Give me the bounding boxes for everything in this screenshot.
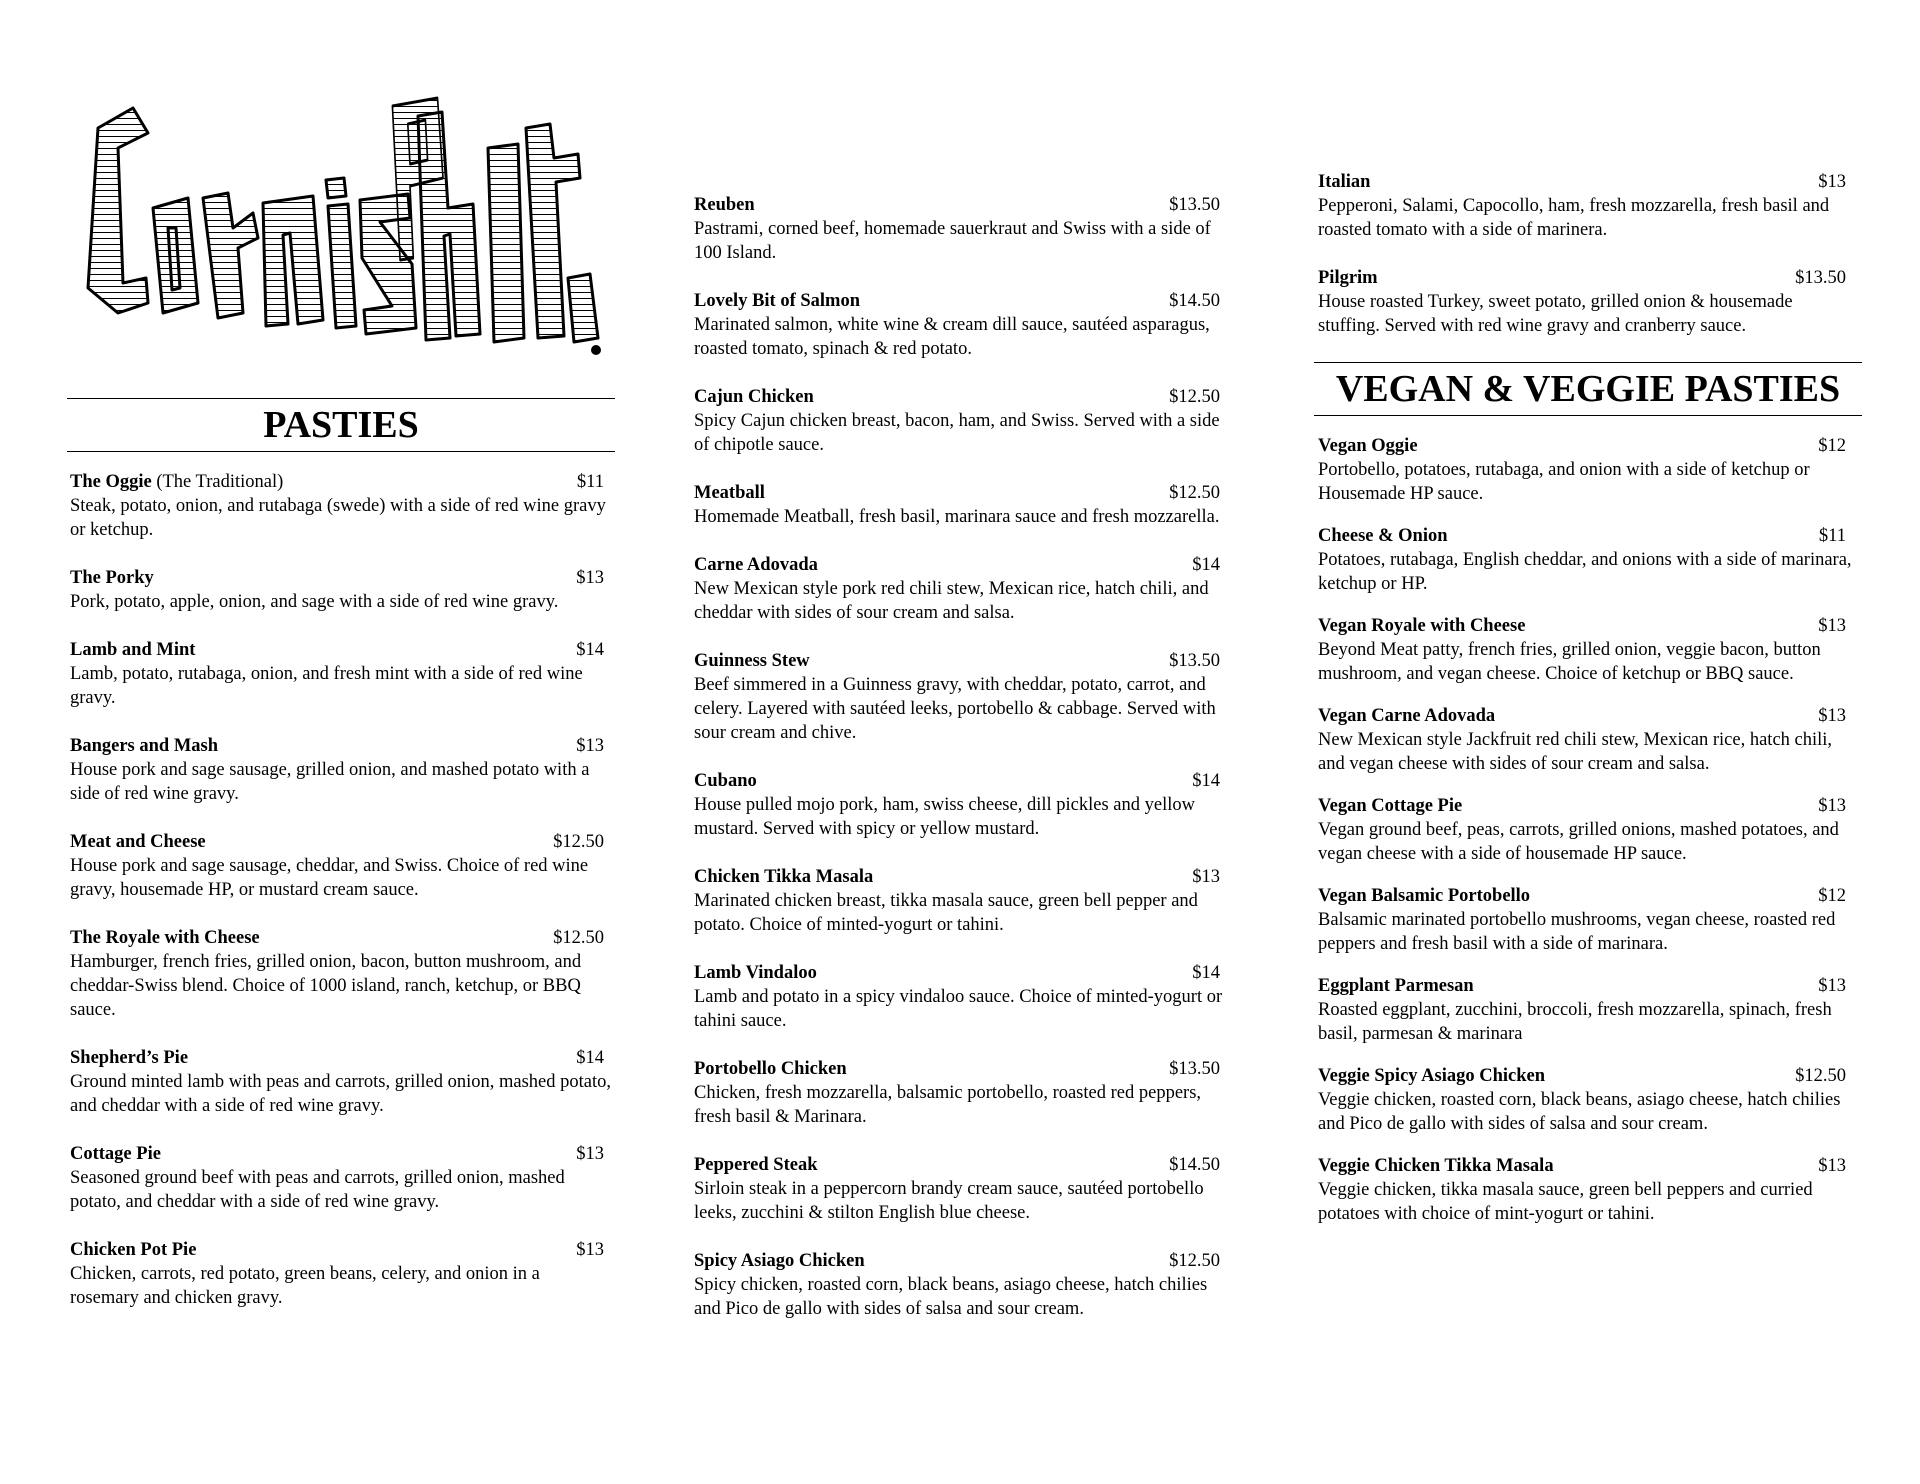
- item-name: Veggie Chicken Tikka Masala: [1318, 1156, 1554, 1176]
- item-price: $12.50: [1169, 387, 1220, 407]
- item-description: House pork and sage sausage, cheddar, and Swiss. Choice of red wine gravy, housemade HP, or mustard cream sauce.: [70, 856, 589, 900]
- item-name: Carne Adovada: [694, 555, 818, 575]
- item-description: Portobello, potatoes, rutabaga, and onion with a side of ketchup or Housemade HP sauce.: [1318, 460, 1810, 504]
- item-name: Vegan Carne Adovada: [1318, 706, 1496, 726]
- menu-item: [70, 926, 612, 1022]
- item-name: Vegan Oggie: [1318, 436, 1418, 456]
- item-price: $13: [1818, 1156, 1846, 1176]
- item-price: $12.50: [1169, 1251, 1220, 1271]
- item-description: Marinated salmon, white wine & cream dill sauce, sautéed asparagus, roasted tomato, spinach & red potato.: [694, 315, 1210, 359]
- item-description: Lamb, potato, rutabaga, onion, and fresh mint with a side of red wine gravy.: [70, 664, 583, 708]
- item-description: Seasoned ground beef with peas and carrots, grilled onion, mashed potato, and cheddar with a side of red wine gravy.: [70, 1168, 565, 1212]
- item-name: Chicken Tikka Masala: [694, 867, 874, 887]
- menu-item: [694, 769, 1228, 841]
- item-name: Lamb Vindaloo: [694, 963, 817, 983]
- menu-item: [1318, 170, 1854, 242]
- item-description: Steak, potato, onion, and rutabaga (swede) with a side of red wine gravy or ketchup.: [70, 496, 606, 540]
- item-name: The Porky: [70, 568, 154, 588]
- item-description: Beyond Meat patty, french fries, grilled onion, veggie bacon, button mushroom, and vegan cheese. Choice of ketchup or BBQ sauce.: [1318, 640, 1821, 684]
- menu-item: [694, 961, 1228, 1033]
- item-price: $13: [1192, 867, 1220, 887]
- item-price: $14: [1192, 963, 1220, 983]
- item-description: Veggie chicken, tikka masala sauce, green bell peppers and curried potatoes with choice of mint-yogurt or tahini.: [1318, 1180, 1813, 1224]
- menu-item: [694, 553, 1228, 625]
- item-price: $13.50: [1169, 195, 1220, 215]
- item-price: $13: [1818, 616, 1846, 636]
- item-name: Vegan Cottage Pie: [1318, 796, 1463, 816]
- item-description: Pork, potato, apple, onion, and sage with a side of red wine gravy.: [70, 592, 559, 612]
- item-description: New Mexican style Jackfruit red chili stew, Mexican rice, hatch chili, and vegan cheese with sides of sour cream and salsa.: [1318, 730, 1833, 774]
- item-name: Shepherd’s Pie: [70, 1048, 189, 1068]
- menu-item: [1318, 884, 1854, 956]
- item-name: Italian: [1318, 172, 1371, 192]
- menu-item: [70, 566, 612, 614]
- item-description: Ground minted lamb with peas and carrots, grilled onion, mashed potato, and cheddar with a side of red wine gravy.: [70, 1072, 612, 1116]
- item-price: $13.50: [1795, 268, 1846, 288]
- item-price: $11: [1818, 526, 1846, 546]
- item-description: Spicy Cajun chicken breast, bacon, ham, and Swiss. Served with a side of chipotle sauce.: [694, 411, 1220, 455]
- item-price: $14: [1192, 771, 1220, 791]
- item-price: $14: [576, 640, 604, 660]
- item-price: $12: [1818, 436, 1846, 456]
- menu-item: [70, 638, 612, 710]
- item-description: House roasted Turkey, sweet potato, grilled onion & housemade stuffing. Served with red wine gravy and cranberry sauce.: [1318, 292, 1793, 336]
- item-name: The Royale with Cheese: [70, 928, 260, 948]
- item-description: Pepperoni, Salami, Capocollo, ham, fresh mozzarella, fresh basil and roasted tomato with a side of marinera.: [1318, 196, 1830, 240]
- item-price: $13: [1818, 172, 1846, 192]
- item-price: $13.50: [1169, 1059, 1220, 1079]
- item-subtitle: (The Traditional): [151, 472, 284, 492]
- item-price: $13: [576, 568, 604, 588]
- menu-item: [694, 193, 1228, 265]
- item-price: $12.50: [1169, 483, 1220, 503]
- item-name: Guinness Stew: [694, 651, 810, 671]
- item-name: Peppered Steak: [694, 1155, 818, 1175]
- item-name: Bangers and Mash: [70, 736, 219, 756]
- item-name: Cheese & Onion: [1318, 526, 1448, 546]
- item-name: Cubano: [694, 771, 757, 791]
- menu-item: [694, 1153, 1228, 1225]
- menu-item: [694, 649, 1228, 745]
- item-name: Veggie Spicy Asiago Chicken: [1318, 1066, 1545, 1086]
- item-name: Cajun Chicken: [694, 387, 814, 407]
- menu-item: [1318, 974, 1854, 1046]
- item-price: $11: [576, 472, 604, 492]
- cornish-pasty-logo: [78, 88, 608, 368]
- item-price: $13: [576, 736, 604, 756]
- menu-item: [694, 865, 1228, 937]
- item-description: Marinated chicken breast, tikka masala sauce, green bell pepper and potato. Choice of minted-yogurt or tahini.: [694, 891, 1198, 935]
- item-description: Potatoes, rutabaga, English cheddar, and onions with a side of marinara, ketchup or HP.: [1318, 550, 1852, 594]
- menu-item: [694, 385, 1228, 457]
- item-description: Spicy chicken, roasted corn, black beans, asiago cheese, hatch chilies and Pico de gallo with sides of salsa and sour cream.: [694, 1275, 1208, 1319]
- item-name: Eggplant Parmesan: [1318, 976, 1474, 996]
- item-description: Roasted eggplant, zucchini, broccoli, fresh mozzarella, spinach, fresh basil, parmesan & marinara: [1318, 1000, 1832, 1044]
- menu-item: [1318, 266, 1854, 338]
- item-price: $12.50: [553, 832, 604, 852]
- item-description: Homemade Meatball, fresh basil, marinara sauce and fresh mozzarella.: [694, 507, 1220, 527]
- item-price: $14: [576, 1048, 604, 1068]
- item-price: $13: [1818, 706, 1846, 726]
- section-title-vegan: VEGAN & VEGGIE PASTIES: [1314, 362, 1862, 416]
- menu-item: [70, 1142, 612, 1214]
- menu-item: [70, 470, 612, 542]
- menu-item: [70, 734, 612, 806]
- item-description: Chicken, fresh mozzarella, balsamic portobello, roasted red peppers, fresh basil & Marinara.: [694, 1083, 1202, 1127]
- item-price: $13: [576, 1240, 604, 1260]
- column-3: [1318, 170, 1854, 1244]
- item-price: $13.50: [1169, 651, 1220, 671]
- item-name: Meat and Cheese: [70, 832, 206, 852]
- item-name: Portobello Chicken: [694, 1059, 847, 1079]
- item-description: Chicken, carrots, red potato, green beans, celery, and onion in a rosemary and chicken gravy.: [70, 1264, 540, 1308]
- item-description: House pork and sage sausage, grilled onion, and mashed potato with a side of red wine gravy.: [70, 760, 590, 804]
- menu-item: [1318, 434, 1854, 506]
- menu-item: [70, 1238, 612, 1310]
- menu-item: [694, 1057, 1228, 1129]
- item-description: Sirloin steak in a peppercorn brandy cream sauce, sautéed portobello leeks, zucchini & stilton English blue cheese.: [694, 1179, 1204, 1223]
- menu-item: [694, 289, 1228, 361]
- item-name: Lamb and Mint: [70, 640, 196, 660]
- item-price: $14.50: [1169, 291, 1220, 311]
- item-name: Lovely Bit of Salmon: [694, 291, 860, 311]
- menu-item: [694, 481, 1228, 529]
- item-name: Vegan Balsamic Portobello: [1318, 886, 1531, 906]
- menu-item: [1318, 704, 1854, 776]
- item-name: Cottage Pie: [70, 1144, 161, 1164]
- menu-item: [1318, 524, 1854, 596]
- item-price: $13: [576, 1144, 604, 1164]
- menu-item: [1318, 614, 1854, 686]
- item-name: Spicy Asiago Chicken: [694, 1251, 865, 1271]
- item-description: Hamburger, french fries, grilled onion, bacon, button mushroom, and cheddar-Swiss blend. Choice of 1000 island, ranch, ketchup, or BBQ sauce.: [70, 952, 582, 1020]
- menu-item: [1318, 794, 1854, 866]
- menu-item: [1318, 1154, 1854, 1226]
- item-price: $14.50: [1169, 1155, 1220, 1175]
- item-price: $12: [1818, 886, 1846, 906]
- section-title-pasties: PASTIES: [67, 398, 615, 452]
- item-price: $14: [1192, 555, 1220, 575]
- item-description: Beef simmered in a Guinness gravy, with cheddar, potato, carrot, and celery. Layered with sautéed leeks, portobello & cabbage. Served with sour cream and chive.: [694, 675, 1216, 743]
- column-2: [694, 193, 1228, 1345]
- menu-item: [1318, 1064, 1854, 1136]
- item-description: House pulled mojo pork, ham, swiss cheese, dill pickles and yellow mustard. Served with spicy or yellow mustard.: [694, 795, 1195, 839]
- menu-item: [70, 1046, 612, 1118]
- item-description: Lamb and potato in a spicy vindaloo sauce. Choice of minted-yogurt or tahini sauce.: [694, 987, 1223, 1031]
- item-description: Veggie chicken, roasted corn, black beans, asiago cheese, hatch chilies and Pico de gallo with sides of salsa and sour cream.: [1318, 1090, 1841, 1134]
- item-description: New Mexican style pork red chili stew, Mexican rice, hatch chili, and cheddar with sides of sour cream and salsa.: [694, 579, 1209, 623]
- item-price: $12.50: [553, 928, 604, 948]
- item-name: Meatball: [694, 483, 765, 503]
- item-name: Vegan Royale with Cheese: [1318, 616, 1526, 636]
- item-price: $13: [1818, 976, 1846, 996]
- item-price: $12.50: [1795, 1066, 1846, 1086]
- item-description: Vegan ground beef, peas, carrots, grilled onions, mashed potatoes, and vegan cheese with a side of housemade HP sauce.: [1318, 820, 1839, 864]
- item-price: $13: [1818, 796, 1846, 816]
- item-name: Chicken Pot Pie: [70, 1240, 197, 1260]
- menu-item: [70, 830, 612, 902]
- column-1: [70, 398, 612, 1334]
- item-description: Balsamic marinated portobello mushrooms, vegan cheese, roasted red peppers and fresh basil with a side of marinara.: [1318, 910, 1836, 954]
- item-name: Pilgrim: [1318, 268, 1378, 288]
- item-name: Reuben: [694, 195, 755, 215]
- item-name: The Oggie: [70, 472, 152, 492]
- item-description: Pastrami, corned beef, homemade sauerkraut and Swiss with a side of 100 Island.: [694, 219, 1211, 263]
- menu-item: [694, 1249, 1228, 1321]
